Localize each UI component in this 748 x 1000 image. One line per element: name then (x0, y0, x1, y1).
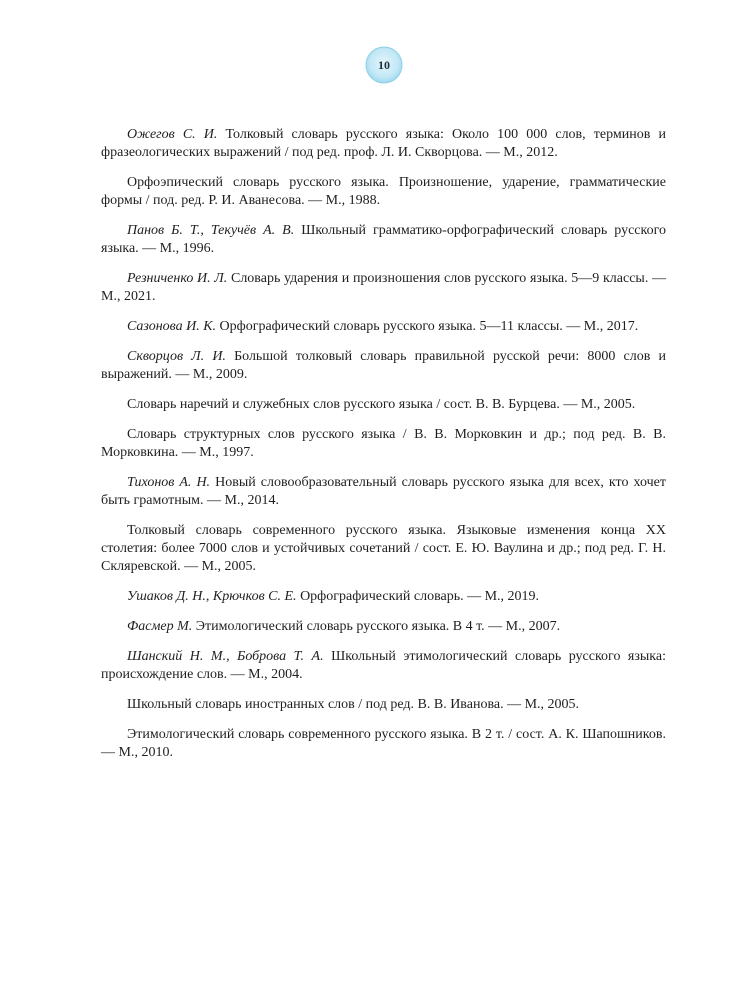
entry-text: Орфографический словарь русского языка. 5—11 классы. — М., 2017. (216, 319, 639, 334)
bibliography-entry (101, 396, 666, 414)
entry-text: Орфографический словарь. — М., 2019. (296, 589, 540, 604)
entry-author: Ожегов С. И. (127, 127, 218, 142)
entry-author: Шанский Н. М., Боброва Т. А. (127, 649, 324, 664)
entry-text: Толковый словарь русского языка: Около 100 000 слов, терминов и фразеологических выражений / под ред. проф. Л. И. Скворцова. — М., 2012. (101, 127, 666, 160)
entry-author: Сазонова И. К. (127, 319, 217, 334)
entry-author: Скворцов Л. И. (127, 349, 226, 364)
entry-text: Словарь структурных слов русского языка / В. В. Морковкин и др.; под ред. В. В. Морковкина. — М., 1997. (101, 427, 666, 460)
bibliography-entry (101, 588, 666, 606)
entry-text: Словарь ударения и произношения слов русского языка. 5—9 классы. — М., 2021. (101, 271, 666, 304)
page-header (0, 0, 748, 110)
bibliography-list (101, 126, 666, 774)
page-number: 10 (378, 58, 390, 72)
bibliography-entry (101, 474, 666, 510)
bibliography-entry (101, 648, 666, 684)
entry-text: Этимологический словарь русского языка. В 4 т. — М., 2007. (192, 619, 561, 634)
entry-author: Фасмер М. (127, 619, 193, 634)
bibliography-entry (101, 318, 666, 336)
bibliography-entry (101, 696, 666, 714)
bibliography-entry (101, 222, 666, 258)
bibliography-entry (101, 726, 666, 762)
entry-author: Резниченко И. Л. (127, 271, 228, 286)
bibliography-entry (101, 270, 666, 306)
bibliography-entry (101, 618, 666, 636)
bibliography-entry (101, 174, 666, 210)
bibliography-entry (101, 426, 666, 462)
bibliography-entry (101, 348, 666, 384)
entry-text: Большой толковый словарь правильной русской речи: 8000 слов и выражений. — М., 2009. (101, 349, 666, 382)
entry-text: Словарь наречий и служебных слов русского языка / сост. В. В. Бурцева. — М., 2005. (127, 397, 636, 412)
entry-author: Тихонов А. Н. (127, 475, 211, 490)
entry-text: Этимологический словарь современного русского языка. В 2 т. / сост. А. К. Шапошников. — М., 2010. (101, 727, 666, 760)
bibliography-entry (101, 522, 666, 576)
entry-text: Толковый словарь современного русского языка. Языковые изменения конца XX столетия: более 7000 слов и устойчивых сочетаний / сост. Е. Ю. Ваулина и др.; под ред. Г. Н. Скляревской. — М., 2005. (101, 523, 666, 574)
bibliography-entry (101, 126, 666, 162)
entry-text: Орфоэпический словарь русского языка. Произношение, ударение, грамматические формы / под. ред. Р. И. Аванесова. — М., 1988. (101, 175, 666, 208)
entry-author: Ушаков Д. Н., Крючков С. Е. (127, 589, 297, 604)
entry-text: Школьный словарь иностранных слов / под ред. В. В. Иванова. — М., 2005. (127, 697, 580, 712)
entry-text: Школьный грамматико-орфографический словарь русского языка. — М., 1996. (101, 223, 666, 256)
entry-text: Новый словообразовательный словарь русского языка для всех, кто хочет быть грамотным. — М., 2014. (101, 475, 666, 508)
entry-author: Панов Б. Т., Текучёв А. В. (127, 223, 295, 238)
entry-text: Школьный этимологический словарь русского языка: происхождение слов. — М., 2004. (101, 649, 667, 682)
